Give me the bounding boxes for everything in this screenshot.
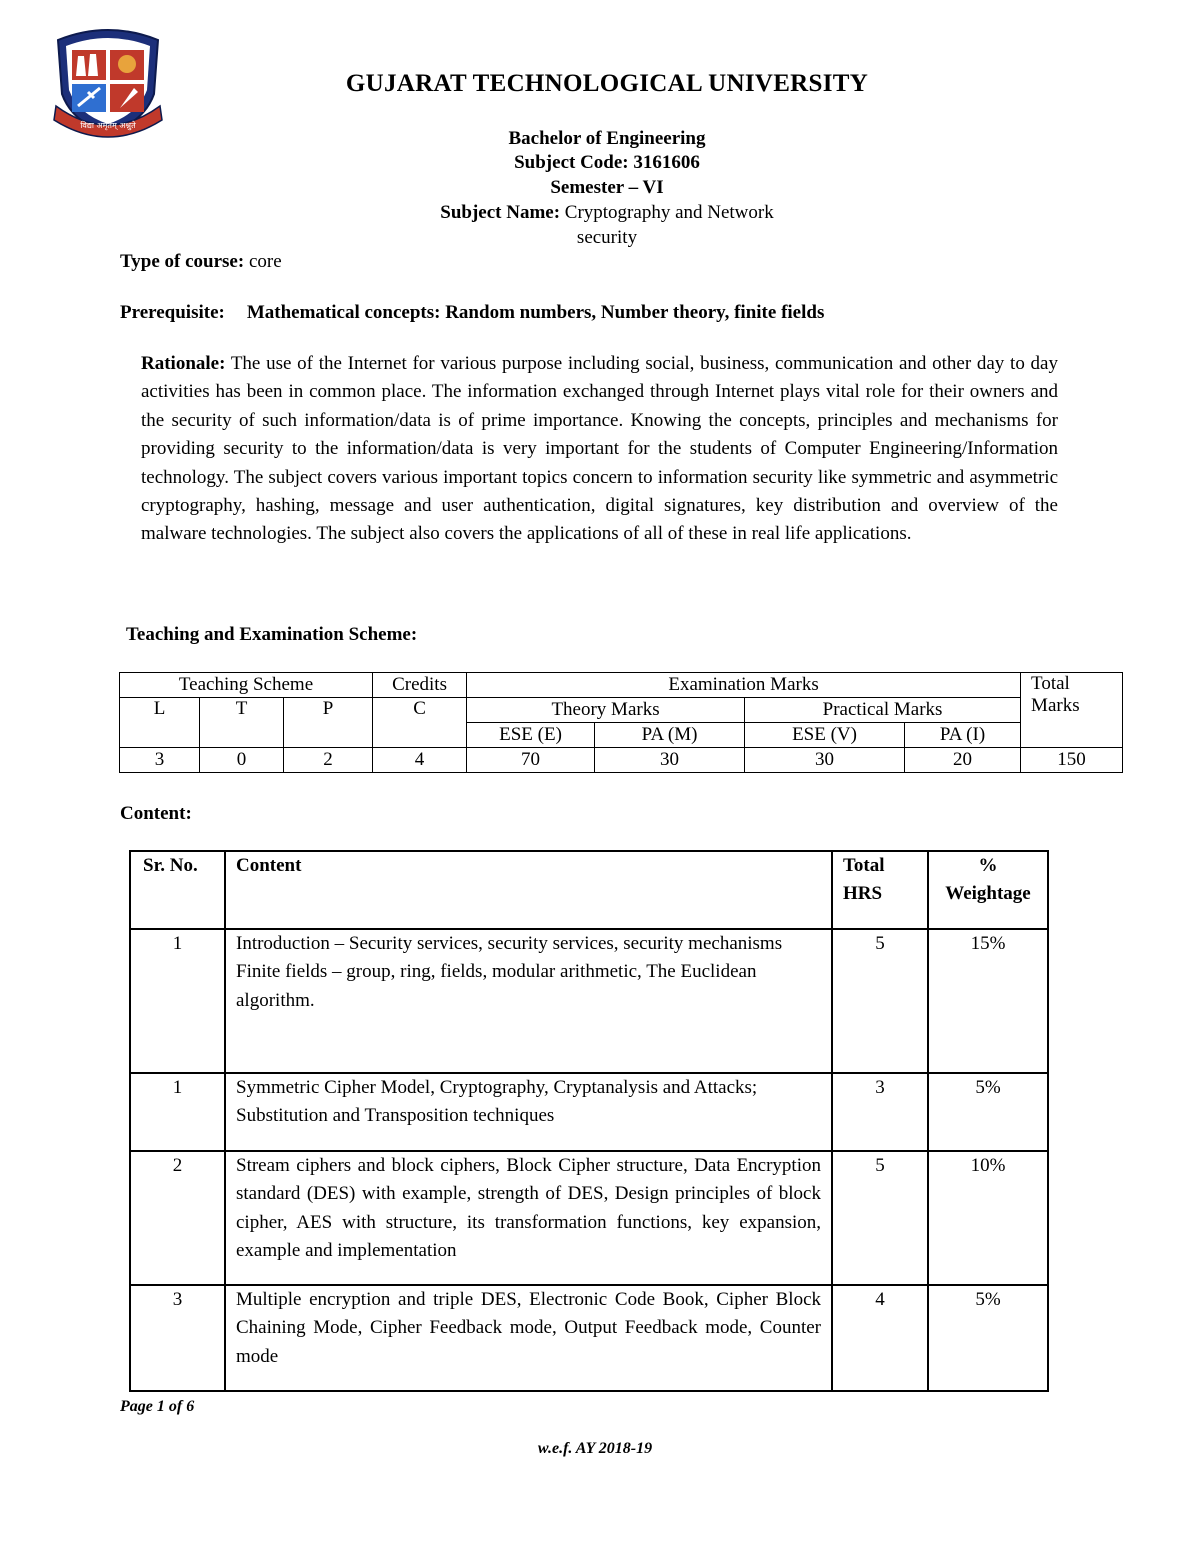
svg-text:विद्या अमृतम् अश्नुते: विद्या अमृतम् अश्नुते [80, 121, 136, 130]
subject-name-label: Subject Name: [440, 202, 561, 223]
row-content: Introduction – Security services, security services, security mechanisms Finite fields – group, ring, fields, modular arithmetic, The Euclidean algorithm. [225, 929, 832, 1073]
total-marks-header: Total Marks [1021, 673, 1123, 748]
row-weight: 10% [928, 1151, 1048, 1285]
p-header: P [284, 698, 373, 748]
effective-year: w.e.f. AY 2018-19 [537, 1440, 653, 1457]
table-row [130, 1151, 1048, 1285]
ese-v-header: ESE (V) [745, 723, 905, 748]
theory-marks-header: Theory Marks [467, 698, 745, 723]
row-content: Multiple encryption and triple DES, Electronic Code Book, Cipher Block Chaining Mode, Cipher Feedback mode, Output Feedback mode, Counter mode [225, 1285, 832, 1391]
sr-no-header: Sr. No. [130, 851, 225, 929]
course-type-value: core [248, 251, 282, 272]
p-value: 2 [284, 748, 373, 773]
ese-v-value: 30 [745, 748, 905, 773]
total-hrs-header: Total HRS [832, 851, 928, 929]
pa-i-value: 20 [905, 748, 1021, 773]
ese-e-value: 70 [467, 748, 595, 773]
content-title: Content: [120, 803, 192, 824]
credits-header: Credits [373, 673, 467, 698]
total-value: 150 [1021, 748, 1123, 773]
practical-marks-header: Practical Marks [745, 698, 1021, 723]
course-type [120, 251, 282, 273]
row-weight: 5% [928, 1073, 1048, 1151]
row-sr: 3 [130, 1285, 225, 1391]
t-value: 0 [200, 748, 284, 773]
l-value: 3 [120, 748, 200, 773]
pa-i-header: PA (I) [905, 723, 1021, 748]
row-hrs: 5 [832, 1151, 928, 1285]
course-type-label: Type of course: [120, 251, 245, 272]
subject-name-line2: security [576, 227, 638, 248]
teaching-scheme-header: Teaching Scheme [120, 673, 373, 698]
row-hrs: 3 [832, 1073, 928, 1151]
row-content: Symmetric Cipher Model, Cryptography, Cryptanalysis and Attacks; Substitution and Transposition techniques [225, 1073, 832, 1151]
row-sr: 2 [130, 1151, 225, 1285]
content-table [129, 850, 1049, 1392]
t-header: T [200, 698, 284, 748]
table-row [130, 1285, 1048, 1391]
prerequisite-label: Prerequisite: [120, 302, 225, 323]
subject-name-value: Cryptography and Network [564, 202, 774, 223]
row-sr: 1 [130, 1073, 225, 1151]
rationale-text: The use of the Internet for various purpose including social, business, communication and other day to day activities has been in common place. The information exchanged through Internet plays vital role for their owners and the security of such information/data is of prime importance. Knowing the concepts, principles and mechanisms for providing security to the information/data is very important for the students of Computer Engineering/Information technology. The subject covers various important topics concern to information security like symmetric and asymmetric cryptography, hashing, message and user authentication, digital signatures, key distribution and overview of the malware technologies. The subject also covers the applications of all of these in real life applications. [141, 353, 1058, 545]
prerequisite-value: Mathematical concepts: Random numbers, Number theory, finite fields [246, 302, 825, 323]
semester-line: Semester – VI [550, 177, 664, 198]
row-weight: 15% [928, 929, 1048, 1073]
subject-name-line [0, 202, 1200, 224]
scheme-title: Teaching and Examination Scheme: [126, 624, 418, 645]
row-hrs: 4 [832, 1285, 928, 1391]
pa-m-header: PA (M) [595, 723, 745, 748]
ese-e-header: ESE (E) [467, 723, 595, 748]
scheme-table [119, 672, 1123, 773]
row-sr: 1 [130, 929, 225, 1073]
page-number: Page 1 of 6 [120, 1398, 195, 1415]
exam-marks-header: Examination Marks [467, 673, 1021, 698]
weightage-header: % Weightage [928, 851, 1048, 929]
c-value: 4 [373, 748, 467, 773]
pa-m-value: 30 [595, 748, 745, 773]
degree-line: Bachelor of Engineering [508, 128, 706, 149]
l-header: L [120, 698, 200, 748]
c-header: C [373, 698, 467, 748]
rationale-label: Rationale: [141, 353, 226, 374]
rationale-paragraph [141, 350, 1058, 549]
subject-code-line: Subject Code: 3161606 [514, 152, 700, 173]
table-row [130, 929, 1048, 1073]
row-content: Stream ciphers and block ciphers, Block Cipher structure, Data Encryption standard (DES) with example, strength of DES, Design principles of block cipher, AES with structure, its transformation functions, key expansion, example and implementation [225, 1151, 832, 1285]
university-title: GUJARAT TECHNOLOGICAL UNIVERSITY [345, 70, 869, 97]
content-header: Content [225, 851, 832, 929]
row-hrs: 5 [832, 929, 928, 1073]
table-row [130, 1073, 1048, 1151]
row-weight: 5% [928, 1285, 1048, 1391]
prerequisite [120, 302, 824, 324]
